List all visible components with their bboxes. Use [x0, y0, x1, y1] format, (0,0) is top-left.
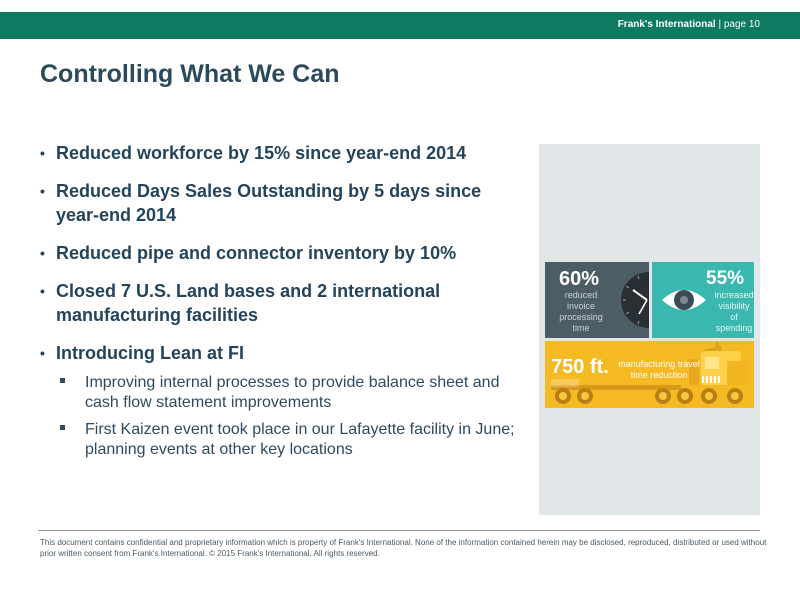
sub-bullet-item [38, 373, 528, 413]
bullet-text: Reduced pipe and connector inventory by 10% [56, 243, 457, 263]
sub-bullet-list [38, 373, 528, 460]
header-separator: | [718, 19, 722, 30]
bullet-item [38, 241, 528, 265]
sub-bullet-text: First Kaizen event took place in our Lafayette facility in June; planning events at other key locations [85, 421, 515, 458]
bullet-item [38, 341, 528, 365]
caption-line: time [572, 323, 590, 333]
eye-icon [660, 280, 708, 320]
page-header [618, 19, 760, 30]
travel-tile [545, 341, 754, 408]
invoice-tile [545, 262, 649, 338]
bullet-text: Introducing Lean at FI [56, 343, 244, 363]
travel-value: 750 ft. [551, 356, 609, 378]
caption-line: time reduction [630, 370, 688, 380]
header-bar [0, 12, 800, 39]
bullet-item [38, 279, 528, 327]
caption-line: processing [559, 312, 603, 322]
visibility-tile [652, 262, 754, 338]
company-name: Frank's International [617, 19, 716, 30]
bullet-dot: • [40, 183, 45, 199]
square-bullet-icon [60, 425, 65, 430]
visibility-caption [710, 290, 758, 334]
footer-divider [38, 530, 760, 531]
confidentiality-footer: This document contains confidential and proprietary information which is property of Frank's International. None of the information contained herein may be disclosed, reproduced, distributed or used without prior written consent from Frank's International. © 2015 Frank's International. All rights reserved. [40, 538, 767, 558]
caption-line: invoice [566, 301, 595, 311]
bullet-dot: • [40, 345, 45, 361]
sub-bullet-item [38, 420, 528, 460]
invoice-caption [549, 290, 613, 334]
caption-line: visibility [718, 301, 750, 311]
caption-line: reduced [564, 290, 598, 300]
invoice-value: 60% [559, 268, 600, 290]
caption-line: increased [714, 290, 754, 300]
bullet-dot: • [40, 283, 45, 299]
bullet-item [38, 141, 528, 165]
bullet-text: Closed 7 U.S. Land bases and 2 international manufacturing facilities [56, 281, 441, 325]
bullet-text: Reduced Days Sales Outstanding by 5 days since year-end 2014 [56, 181, 482, 225]
bullet-item [38, 179, 528, 227]
bullet-list [38, 141, 528, 467]
travel-caption [613, 359, 705, 381]
infographic [545, 262, 754, 408]
caption-line: spending [715, 323, 753, 333]
caption-line: of [730, 312, 738, 322]
bullet-dot: • [40, 245, 45, 261]
clock-icon [611, 270, 649, 330]
page-number: page 10 [723, 19, 760, 30]
sub-bullet-text: Improving internal processes to provide balance sheet and cash flow statement improvements [85, 374, 500, 411]
bullet-text: Reduced workforce by 15% since year-end 2014 [56, 143, 467, 163]
visibility-value: 55% [706, 268, 745, 289]
bullet-dot: • [40, 145, 45, 161]
caption-line: manufacturing travel [618, 359, 700, 369]
page-title: Controlling What We Can [40, 60, 340, 88]
square-bullet-icon [60, 378, 65, 383]
